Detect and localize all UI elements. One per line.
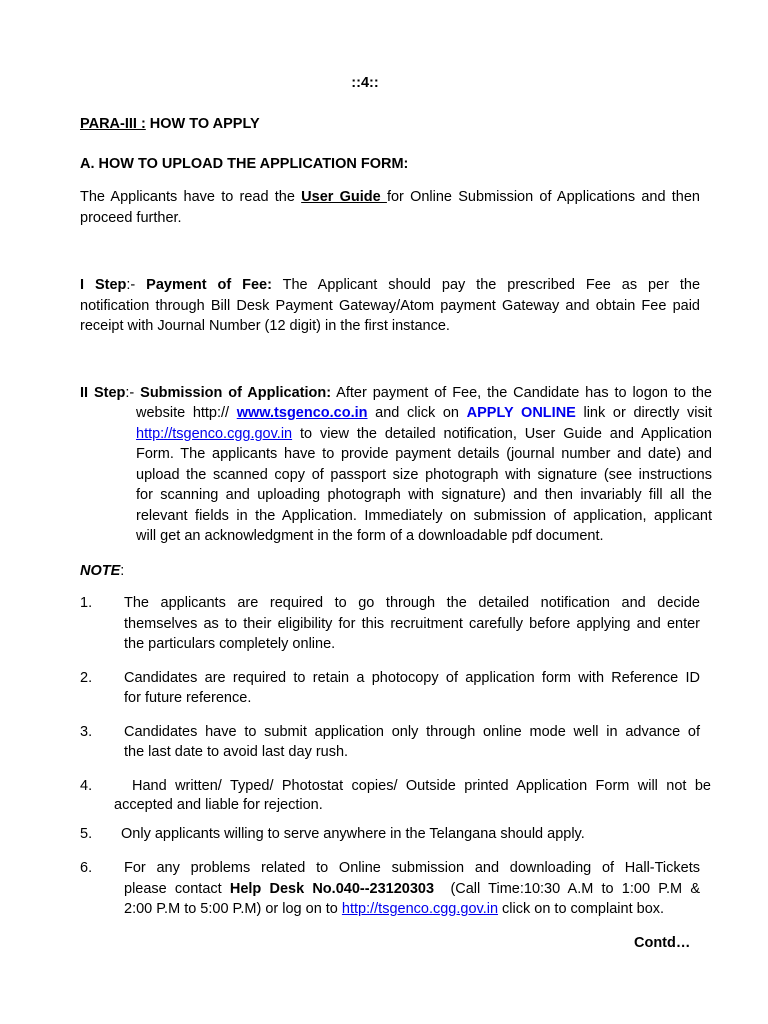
note-4-line-1: Hand written/ Typed/ Photostat copies/ Outside printed Application Form will not be bbox=[132, 778, 711, 794]
note-6-line-3: 2:00 P.M to 5:00 P.M) or log on to http://tsgenco.cgg.gov.in click on to complaint box. bbox=[124, 901, 665, 917]
step2-line-6: for scanning and uploading photograph with signature) and then invariably fill all the bbox=[136, 487, 712, 503]
step1-title: Payment of Fee: bbox=[146, 277, 272, 293]
step2-line-4: Form. The applicants have to provide payment details (journal number and date) and bbox=[136, 446, 712, 462]
note-2-line-1: Candidates are required to retain a photocopy of application form with Reference ID bbox=[124, 670, 700, 686]
step2-line-8: will get an acknowledgment in the form of a downloadable pdf document. bbox=[136, 528, 604, 544]
step1-line-1: I Step:- Payment of Fee: The Applicant should pay the prescribed Fee as per the bbox=[80, 277, 701, 293]
helpdesk-phone: 040--23120303 bbox=[335, 881, 435, 897]
intro-line-1: The Applicants have to read the User Guide for Online Submission of Applications and then bbox=[80, 189, 700, 205]
contd-text: Contd… bbox=[634, 935, 691, 951]
para-label: PARA-III : bbox=[80, 116, 146, 132]
step2-line-2: website http:// www.tsgenco.co.in and click on APPLY ONLINE link or directly visit bbox=[136, 405, 712, 421]
tsgenco-cgg-link[interactable]: http://tsgenco.cgg.gov.in bbox=[136, 426, 293, 442]
step1-line-2: notification through Bill Desk Payment Gateway/Atom payment Gateway and obtain Fee paid bbox=[80, 298, 700, 314]
note-5-number: 5. bbox=[80, 826, 93, 842]
step2-label: II Step bbox=[80, 385, 126, 401]
note-2-number: 2. bbox=[80, 670, 93, 686]
step2-line-1: II Step:- Submission of Application: After payment of Fee, the Candidate has to logon to the bbox=[80, 385, 712, 401]
note-3-line-2: the last date to avoid last day rush. bbox=[124, 744, 349, 760]
step2-title: Submission of Application: bbox=[140, 385, 332, 401]
step1-line-3: receipt with Journal Number (12 digit) in the first instance. bbox=[80, 318, 450, 334]
tsgenco-website-link[interactable]: www.tsgenco.co.in bbox=[236, 405, 368, 421]
note-4-line-2: accepted and liable for rejection. bbox=[114, 797, 323, 813]
note-6-number: 6. bbox=[80, 860, 93, 876]
user-guide-text: User Guide bbox=[301, 189, 387, 205]
note-5-line-1: Only applicants willing to serve anywhere in the Telangana should apply. bbox=[121, 826, 585, 842]
para-heading bbox=[80, 114, 260, 135]
para-title: HOW TO APPLY bbox=[145, 116, 260, 132]
note-6-line-1: For any problems related to Online submission and downloading of Hall-Tickets bbox=[124, 860, 700, 876]
note-1-number: 1. bbox=[80, 595, 93, 611]
note-3-number: 3. bbox=[80, 724, 93, 740]
note-2-line-2: for future reference. bbox=[124, 690, 252, 706]
page-number: ::4:: bbox=[351, 75, 379, 91]
note-4-number: 4. bbox=[80, 778, 93, 794]
note-label: NOTE bbox=[80, 563, 121, 579]
intro-line-2: proceed further. bbox=[80, 210, 182, 226]
note-1-line-3: the particulars completely online. bbox=[124, 636, 336, 652]
section-a-heading: A. HOW TO UPLOAD THE APPLICATION FORM: bbox=[80, 156, 409, 172]
step1-label: I Step bbox=[80, 277, 127, 293]
helpdesk-label: Help Desk No. bbox=[229, 881, 336, 897]
note-6-line-2: please contact Help Desk No.040--23120303 (Call Time:10:30 A.M to 1:00 P.M & bbox=[124, 881, 700, 897]
step2-line-7: relevant fields in the Application. Immediately on submission of application, applicant bbox=[136, 508, 712, 524]
note-1-line-2: themselves as to their eligibility for this recruitment carefully before applying and enter bbox=[124, 616, 700, 632]
step2-line-5: upload the scanned copy of passport size photograph with signature (see instructions bbox=[136, 467, 712, 483]
note-3-line-1: Candidates have to submit application only through online mode well in advance of bbox=[124, 724, 700, 740]
complaint-link[interactable]: http://tsgenco.cgg.gov.in bbox=[341, 901, 499, 917]
note-1-line-1: The applicants are required to go through the detailed notification and decide bbox=[124, 595, 700, 611]
note-heading: NOTE: bbox=[80, 563, 125, 579]
step2-line-3: http://tsgenco.cgg.gov.in to view the detailed notification, User Guide and Application bbox=[136, 426, 712, 442]
apply-online-text: APPLY ONLINE bbox=[466, 405, 576, 421]
